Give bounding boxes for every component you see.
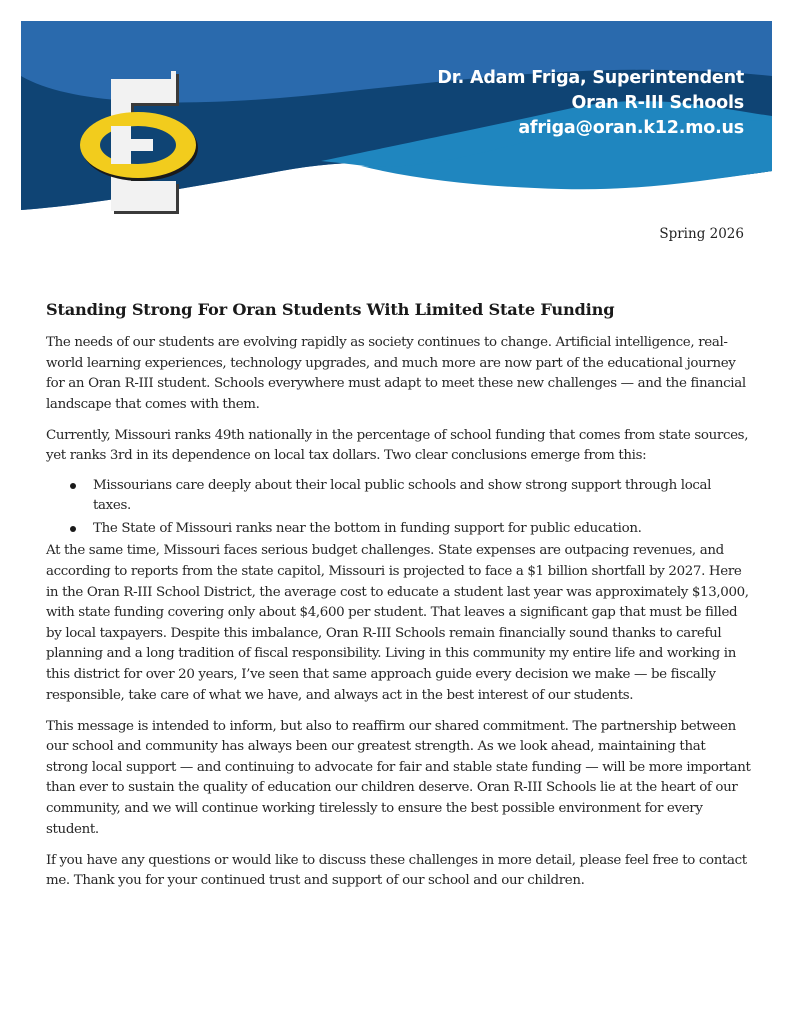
school-logo: [76, 61, 206, 221]
bullet-icon: [70, 526, 76, 532]
email-address[interactable]: afriga@oran.k12.mo.us: [518, 118, 744, 138]
paragraph: If you have any questions or would like to discuss these challenges in more detail, please feel free to contact me. Thank you for your continued trust and support of our school and our children.: [46, 852, 747, 889]
letter-body: [46, 300, 751, 902]
paragraph: The needs of our students are evolving rapidly as society continues to change. Artificial intelligence, real-world learning experiences, technology upgrades, and much more are now part of the educational journey for an Oran R-III student. Schools everywhere must adapt to meet these new challenges — and the financial landscape that comes with them.: [46, 335, 746, 412]
issue-date: Spring 2026: [659, 226, 744, 242]
superintendent-name: Dr. Adam Friga, Superintendent: [437, 68, 744, 88]
logo-ring-icon: [80, 112, 198, 181]
list-item: Missourians care deeply about their local public schools and show strong support through local taxes.: [93, 476, 751, 517]
conclusions-list: [46, 476, 751, 540]
paragraph: At the same time, Missouri faces serious budget challenges. State expenses are outpacing revenues, and according to reports from the state capitol, Missouri is projected to face a $1 billion shortfall by 2027. Here in the Oran R-III School District, the average cost to educate a student last year was approximately $13,000, with state funding covering only about $4,600 per student. That leaves a significant gap that must be filled by local taxpayers. Despite this imbalance, Oran R-III Schools remain financially sound thanks to careful planning and a long tradition of fiscal responsibility. Living in this community my entire life and working in this district for over 20 years, I’ve seen that same approach guide every decision we make — be fiscally responsible, take care of what we have, and always act in the best interest of our students.: [46, 543, 749, 703]
bullet-icon: [70, 483, 76, 489]
list-item: The State of Missouri ranks near the bottom in funding support for public education.: [93, 519, 751, 540]
letterhead-banner: [21, 21, 772, 211]
letterhead-contact: [437, 66, 744, 141]
district-name: Oran R-III Schools: [571, 93, 744, 113]
paragraph: Currently, Missouri ranks 49th nationally in the percentage of school funding that comes from state sources, yet ranks 3rd in its dependence on local tax dollars. Two clear conclusions emerge from this:: [46, 427, 749, 464]
paragraph: This message is intended to inform, but also to reaffirm our shared commitment. The partnership between our school and community has always been our greatest strength. As we look ahead, maintaining that strong local support — and continuing to advocate for fair and stable state funding — will be more important than ever to sustain the quality of education our children deserve. Oran R-III Schools lie at the heart of our community, and we will continue working tirelessly to ensure the best possible environment for every student.: [46, 718, 751, 837]
article-title: Standing Strong For Oran Students With Limited State Funding: [46, 300, 615, 319]
